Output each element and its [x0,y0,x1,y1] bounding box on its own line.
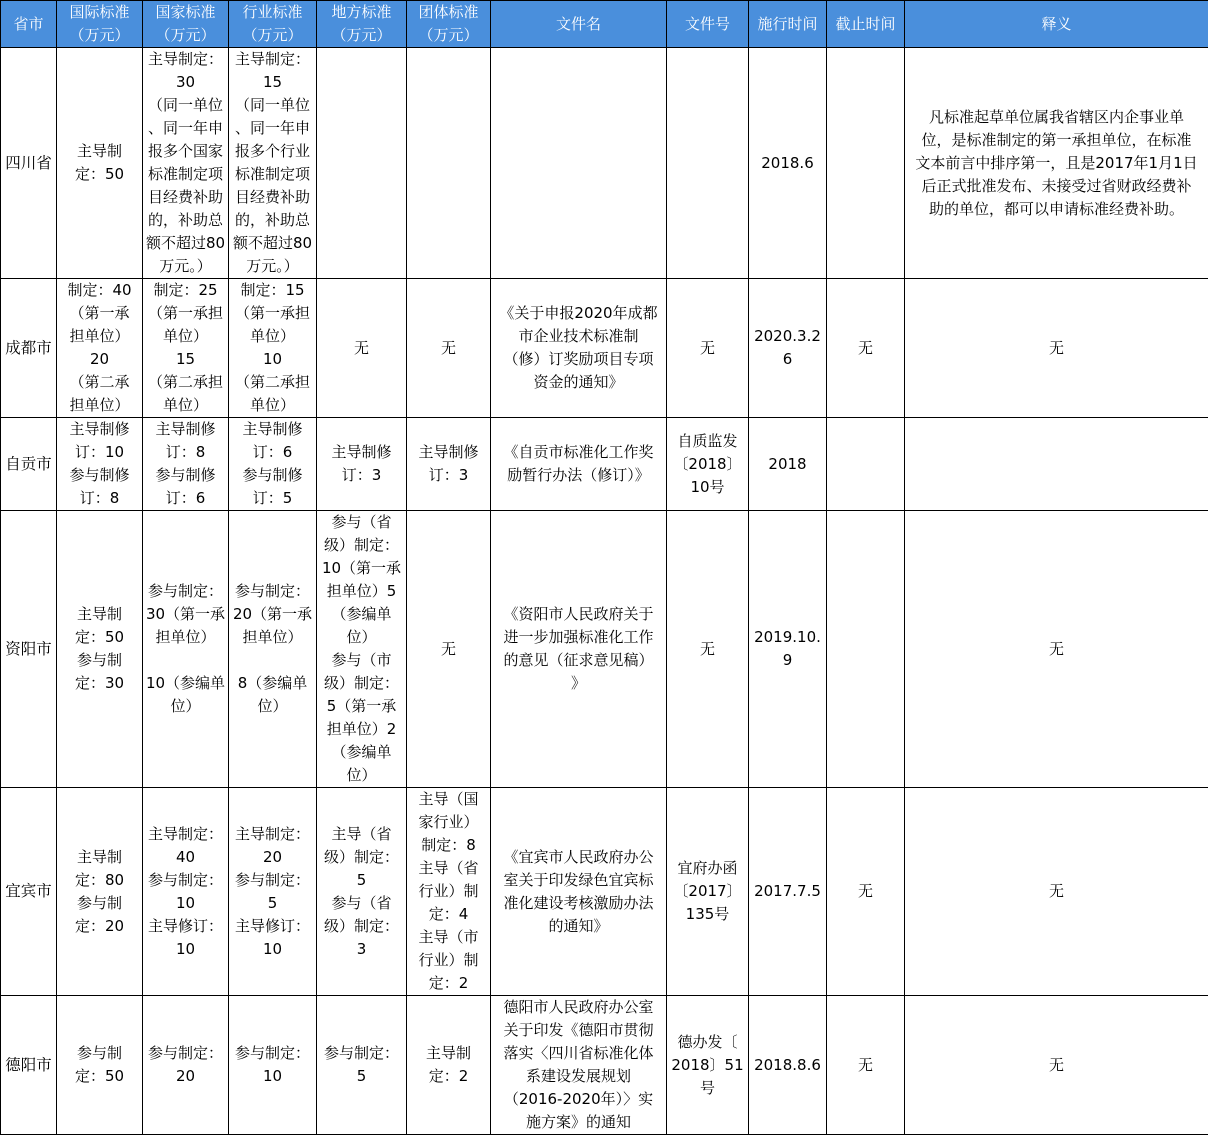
cell-filename: 德阳市人民政府办公室 关于印发《德阳市贯彻 落实〈四川省标准化体 系建设发展规划 （2016-2020年）〉实 施方案》的通知 [491,996,667,1135]
header-fileno: 文件号 [667,1,749,48]
cell-end-date: 无 [827,996,905,1135]
cell-start-date: 2018 [749,418,827,511]
cell-group: 无 [407,511,491,788]
cell-local: 无 [317,279,407,418]
cell-group: 主导（国 家行业） 制定：8 主导（省 行业）制 定：4 主导（市 行业）制 定：2 [407,788,491,996]
cell-province: 德阳市 [1,996,57,1135]
cell-industry: 参与制定： 20（第一承 担单位） 8（参编单 位） [229,511,317,788]
cell-national: 参与制定： 20 [143,996,229,1135]
cell-province: 宜宾市 [1,788,57,996]
cell-group [407,48,491,279]
cell-group: 主导制 定：2 [407,996,491,1135]
header-note: 释义 [905,1,1208,48]
cell-start-date: 2018.8.6 [749,996,827,1135]
cell-local: 参与（省 级）制定： 10（第一承 担单位）5 （参编单 位） 参与（市 级）制定： 5（第一承 担单位）2 （参编单 位） [317,511,407,788]
cell-local: 主导（省 级）制定： 5 参与（省 级）制定： 3 [317,788,407,996]
cell-note: 凡标准起草单位属我省辖区内企事业单 位，是标准制定的第一承担单位，在标准 文本前言中排序第一，且是2017年1月1日 后正式批准发布、未接受过省财政经费补 助的单位，都可以申请标准经费补助。 [905,48,1208,279]
cell-start-date: 2019.10.9 [749,511,827,788]
cell-province: 资阳市 [1,511,57,788]
cell-filename: 《资阳市人民政府关于 进一步加强标准化工作 的意见（征求意见稿） 》 [491,511,667,788]
cell-filename: 《自贡市标准化工作奖 励暂行办法（修订）》 [491,418,667,511]
cell-filename [491,48,667,279]
cell-industry: 主导制定： 15 （同一单位 、同一年申 报多个行业 标准制定项 目经费补助 的，补助总 额不超过80 万元。） [229,48,317,279]
cell-national: 主导制定： 30 （同一单位 、同一年申 报多个国家 标准制定项 目经费补助 的，补助总 额不超过80 万元。） [143,48,229,279]
cell-filename: 《关于申报2020年成都 市企业技术标准制 （修）订奖励项目专项 资金的通知》 [491,279,667,418]
cell-national: 制定：25 （第一承担 单位） 15 （第二承担 单位） [143,279,229,418]
header-international: 国际标准 （万元） [57,1,143,48]
header-national: 国家标准 （万元） [143,1,229,48]
header-industry: 行业标准 （万元） [229,1,317,48]
cell-end-date: 无 [827,788,905,996]
cell-start-date: 2020.3.26 [749,279,827,418]
cell-province: 成都市 [1,279,57,418]
cell-national: 主导制修 订：8 参与制修 订：6 [143,418,229,511]
cell-fileno: 无 [667,511,749,788]
cell-local [317,48,407,279]
cell-end-date [827,418,905,511]
cell-local: 参与制定： 5 [317,996,407,1135]
header-filename: 文件名 [491,1,667,48]
header-row [1,1,1208,48]
cell-fileno: 德办发〔 2018〕51 号 [667,996,749,1135]
table-row [1,418,1208,511]
cell-note: 无 [905,279,1208,418]
cell-start-date: 2018.6 [749,48,827,279]
header-province: 省市 [1,1,57,48]
table-row [1,511,1208,788]
cell-international: 制定：40 （第一承 担单位） 20 （第二承 担单位） [57,279,143,418]
cell-group: 无 [407,279,491,418]
header-end-date: 截止时间 [827,1,905,48]
cell-industry: 主导制修 订：6 参与制修 订：5 [229,418,317,511]
cell-end-date: 无 [827,279,905,418]
table-row [1,788,1208,996]
cell-fileno: 自质监发 〔2018〕 10号 [667,418,749,511]
table-row [1,279,1208,418]
cell-start-date: 2017.7.5 [749,788,827,996]
cell-province: 四川省 [1,48,57,279]
cell-note: 无 [905,996,1208,1135]
cell-national: 参与制定： 30（第一承 担单位） 10（参编单 位） [143,511,229,788]
cell-filename: 《宜宾市人民政府办公 室关于印发绿色宜宾标 准化建设考核激励办法 的通知》 [491,788,667,996]
cell-local: 主导制修 订：3 [317,418,407,511]
cell-end-date [827,48,905,279]
header-start-date: 施行时间 [749,1,827,48]
header-local: 地方标准 （万元） [317,1,407,48]
cell-industry: 制定：15 （第一承担 单位） 10 （第二承担 单位） [229,279,317,418]
cell-international: 主导制 定：50 参与制 定：30 [57,511,143,788]
cell-group: 主导制修 订：3 [407,418,491,511]
cell-note: 无 [905,788,1208,996]
cell-fileno [667,48,749,279]
cell-international: 主导制修 订：10 参与制修 订：8 [57,418,143,511]
cell-international: 主导制 定：50 [57,48,143,279]
cell-industry: 主导制定： 20 参与制定： 5 主导修订： 10 [229,788,317,996]
cell-province: 自贡市 [1,418,57,511]
table-row [1,48,1208,279]
cell-note: 无 [905,511,1208,788]
cell-industry: 参与制定： 10 [229,996,317,1135]
cell-end-date [827,511,905,788]
header-group: 团体标准 （万元） [407,1,491,48]
cell-international: 参与制 定：50 [57,996,143,1135]
cell-fileno: 宜府办函 〔2017〕 135号 [667,788,749,996]
table-row [1,996,1208,1135]
cell-national: 主导制定： 40 参与制定： 10 主导修订： 10 [143,788,229,996]
cell-note [905,418,1208,511]
cell-fileno: 无 [667,279,749,418]
cell-international: 主导制 定：80 参与制 定：20 [57,788,143,996]
